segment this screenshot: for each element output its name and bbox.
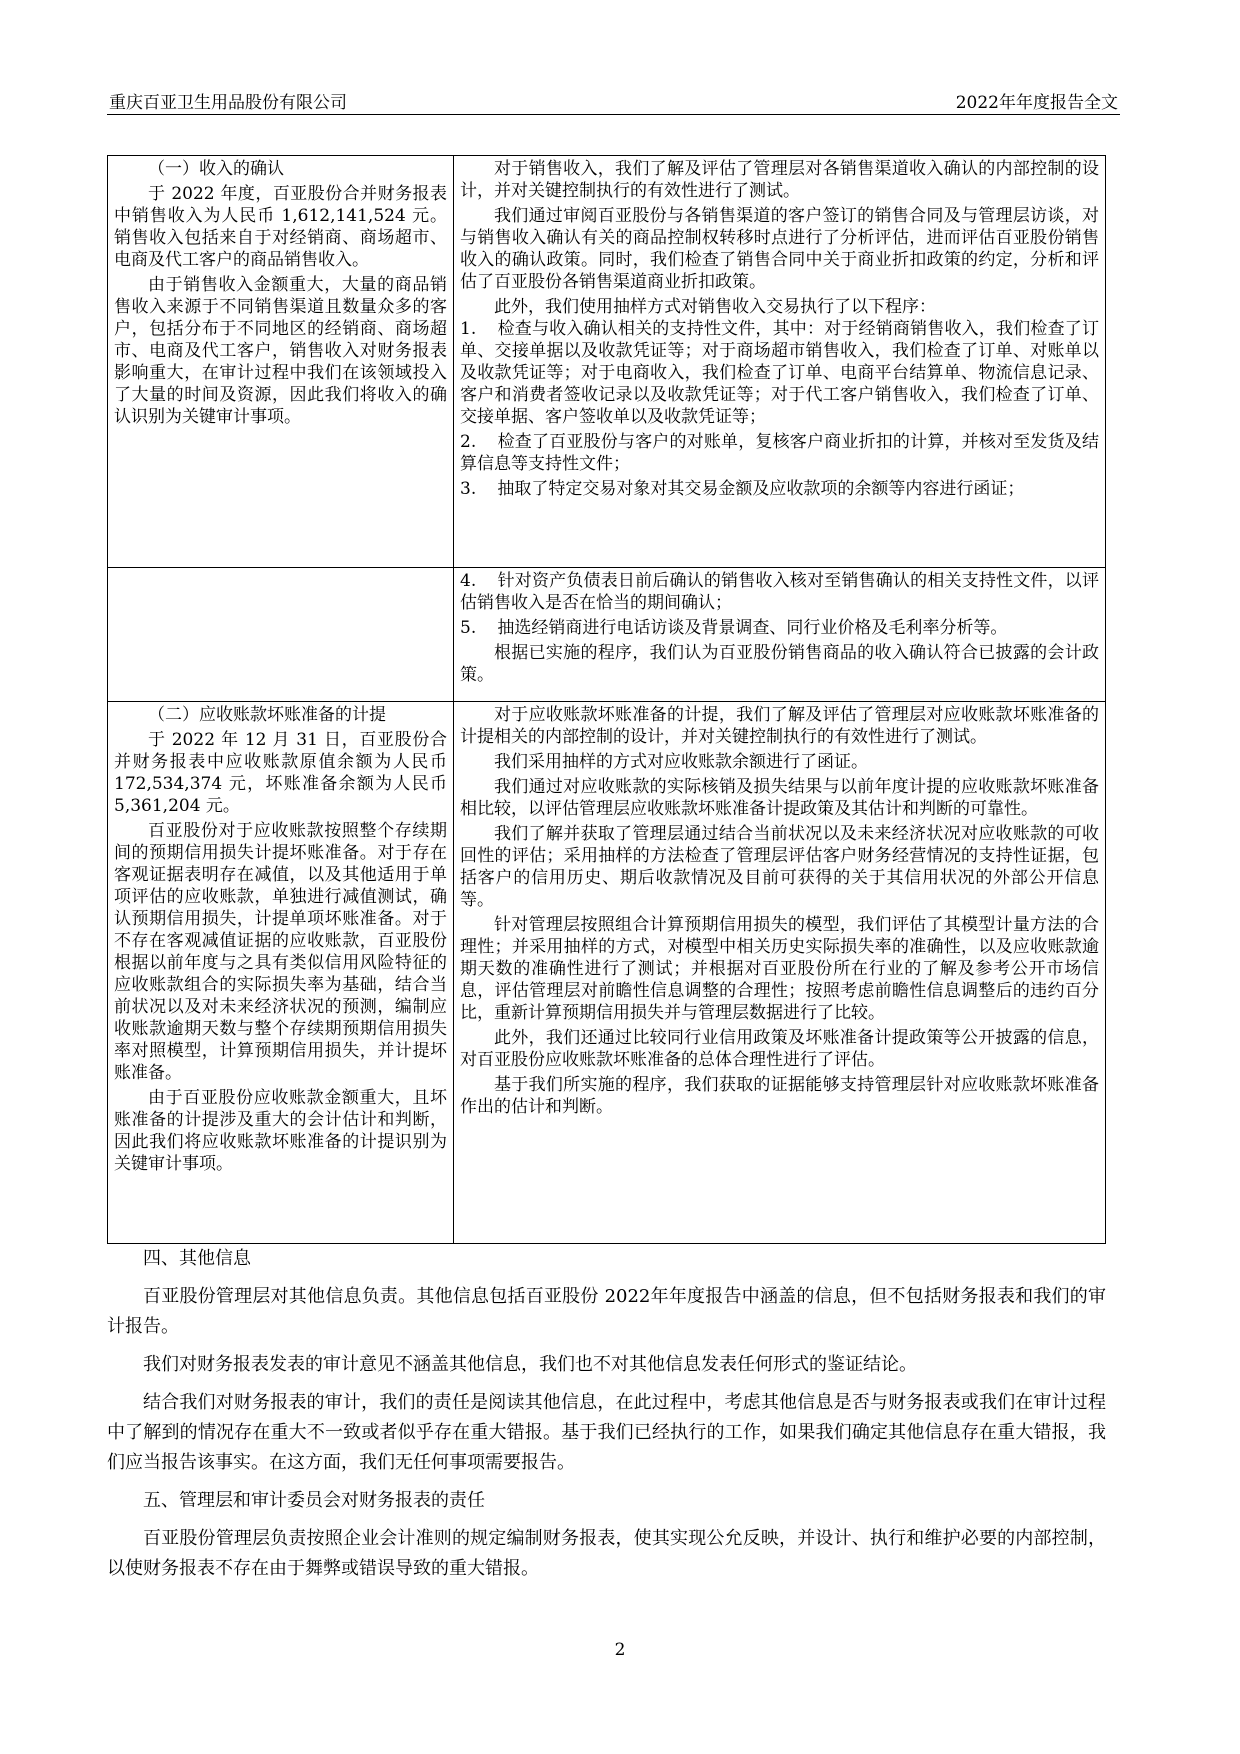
- paragraph: 由于销售收入金额重大，大量的商品销售收入来源于不同销售渠道且数量众多的客户，包括分布于不同地区的经销商、商场超市、电商及代工客户，销售收入对财务报表影响重大，在审计过程中我们在该领域投入了大量的时间及资源，因此我们将收入的确认识别为关键审计事项。: [114, 275, 447, 427]
- response-cell: [454, 702, 1106, 1244]
- matter-cell: [108, 702, 454, 1244]
- item-text: 检查了百亚股份与客户的对账单，复核客户商业折扣的计算，并核对至发货及结算信息等支持性文件；: [460, 432, 1099, 474]
- paragraph: 对于销售收入，我们了解及评估了管理层对各销售渠道收入确认的内部控制的设计，并对关键控制执行的有效性进行了测试。: [460, 159, 1099, 201]
- paragraph: 结合我们对财务报表的审计，我们的责任是阅读其他信息，在此过程中，考虑其他信息是否与财务报表或我们在审计过程中了解到的情况存在重大不一致或者似乎存在重大错报。基于我们已经执行的工作，如果我们确定其他信息存在重大错报，我们应当报告该事实。在这方面，我们无任何事项需要报告。: [107, 1392, 1106, 1473]
- item-number: 4.: [460, 571, 477, 591]
- page-number: 2: [614, 1640, 626, 1660]
- paragraph: 百亚股份对于应收账款按照整个存续期间的预期信用损失计提坏账准备。对于存在客观证据表明存在减值，以及其他适用于单项评估的应收账款，单独进行减值测试，确认预期信用损失，计提单项坏账准备。对于不存在客观减值证据的应收账款，百亚股份根据以前年度与之具有类似信用风险特征的应收账款组合的实际损失率为基础，结合当前状况以及对未来经济状况的预测，编制应收账款逾期天数与整个存续期预期信用损失率对照模型，计算预期信用损失，并计提坏账准备。: [114, 821, 447, 1083]
- paragraph: 我们了解并获取了管理层通过结合当前状况以及未来经济状况对应收账款的可收回性的评估；采用抽样的方法检查了管理层评估客户财务经营情况的支持性证据，包括客户的信用历史、期后收款情况及目前可获得的关于其信用状况的外部公开信息等。: [460, 824, 1099, 910]
- response-cell: [454, 156, 1106, 568]
- item-number: 2.: [460, 432, 477, 452]
- table-row: [108, 156, 1106, 568]
- item-text: 检查与收入确认相关的支持性文件，其中：对于经销商销售收入，我们检查了订单、交接单据以及收款凭证等；对于商场超市销售收入，我们检查了订单、对账单以及收款凭证等；对于电商收入，我们检查了订单、电商平台结算单、物流信息记录、客户和消费者签收记录以及收款凭证等；对于代工客户销售收入，我们检查了订单、交接单据、客户签收单以及收款凭证等；: [460, 319, 1099, 427]
- company-name: 重庆百亚卫生用品股份有限公司: [109, 93, 347, 113]
- paragraph: 对于应收账款坏账准备的计提，我们了解及评估了管理层对应收账款坏账准备的计提相关的内部控制的设计，并对关键控制执行的有效性进行了测试。: [460, 705, 1099, 747]
- paragraph: 于 2022 年 12 月 31 日，百亚股份合并财务报表中应收账款原值余额为人民币 172,534,374 元，坏账准备余额为人民币 5,361,204 元。: [114, 730, 447, 816]
- paragraph: 我们对财务报表发表的审计意见不涵盖其他信息，我们也不对其他信息发表任何形式的鉴证结论。: [143, 1354, 917, 1375]
- paragraph: 百亚股份管理层对其他信息负责。其他信息包括百亚股份 2022年年度报告中涵盖的信息，但不包括财务报表和我们的审计报告。: [107, 1286, 1106, 1337]
- paragraph: 基于我们所实施的程序，我们获取的证据能够支持管理层针对应收账款坏账准备作出的估计和判断。: [460, 1075, 1099, 1117]
- paragraph: 于 2022 年度，百亚股份合并财务报表中销售收入为人民币 1,612,141,524 元。销售收入包括来自于对经销商、商场超市、电商及代工客户的商品销售收入。: [114, 184, 447, 270]
- section-heading: 四、其他信息: [143, 1248, 251, 1269]
- page-header: [107, 86, 1120, 115]
- section-other-information: [107, 1244, 1106, 1592]
- paragraph: 我们通过对应收账款的实际核销及损失结果与以前年度计提的应收账款坏账准备相比较，以评估管理层应收账款坏账准备计提政策及其估计和判断的可靠性。: [460, 777, 1099, 819]
- item-number: 1.: [460, 319, 477, 339]
- list-item: [460, 431, 1099, 475]
- list-item: [460, 617, 1099, 639]
- paragraph: 由于百亚股份应收账款金额重大，且坏账准备的计提涉及重大的会计估计和判断，因此我们将应收账款坏账准备的计提识别为关键审计事项。: [114, 1088, 447, 1174]
- paragraph: 此外，我们使用抽样方式对销售收入交易执行了以下程序：: [494, 297, 936, 317]
- list-item: [460, 318, 1099, 428]
- response-cell: [454, 568, 1106, 702]
- list-item: [460, 478, 1099, 500]
- section-heading: 五、管理层和审计委员会对财务报表的责任: [143, 1490, 485, 1511]
- item-number: 3.: [460, 479, 477, 499]
- paragraph: 根据已实施的程序，我们认为百亚股份销售商品的收入确认符合已披露的会计政策。: [460, 643, 1099, 685]
- item-text: 抽取了特定交易对象对其交易金额及应收款项的余额等内容进行函证；: [497, 479, 1025, 499]
- item-text: 针对资产负债表日前后确认的销售收入核对至销售确认的相关支持性文件，以评估销售收入是否在恰当的期间确认；: [460, 571, 1099, 613]
- list-item: [460, 570, 1099, 614]
- paragraph: 我们通过审阅百亚股份与各销售渠道的客户签订的销售合同及与管理层访谈，对与销售收入确认有关的商品控制权转移时点进行了分析评估，进而评估百亚股份销售收入的确认政策。同时，我们检查了销售合同中关于商业折扣政策的约定，分析和评估了百亚股份各销售渠道商业折扣政策。: [460, 206, 1099, 292]
- paragraph: 此外，我们还通过比较同行业信用政策及坏账准备计提政策等公开披露的信息，对百亚股份应收账款坏账准备的总体合理性进行了评估。: [460, 1028, 1099, 1070]
- document-title: 2022年年度报告全文: [955, 93, 1118, 113]
- paragraph: 我们采用抽样的方式对应收账款余额进行了函证。: [494, 752, 868, 772]
- matter-cell: [108, 568, 454, 702]
- matter-title: （一）收入的确认: [148, 159, 284, 179]
- item-text: 抽选经销商进行电话访谈及背景调查、同行业价格及毛利率分析等。: [497, 618, 1008, 638]
- matter-title: （二）应收账款坏账准备的计提: [148, 705, 386, 725]
- item-number: 5.: [460, 618, 477, 638]
- matter-cell: [108, 156, 454, 568]
- key-audit-matters-table: [107, 155, 1106, 1244]
- paragraph: 百亚股份管理层负责按照企业会计准则的规定编制财务报表，使其实现公允反映，并设计、执行和维护必要的内部控制，以使财务报表不存在由于舞弊或错误导致的重大错报。: [107, 1528, 1106, 1579]
- table-row: [108, 702, 1106, 1244]
- table-row: [108, 568, 1106, 702]
- paragraph: 针对管理层按照组合计算预期信用损失的模型，我们评估了其模型计量方法的合理性；并采用抽样的方式，对模型中相关历史实际损失率的准确性，以及应收账款逾期天数的准确性进行了测试；并根据对百亚股份所在行业的了解及参考公开市场信息，评估管理层对前瞻性信息调整的合理性；按照考虑前瞻性信息调整后的违约百分比，重新计算预期信用损失并与管理层数据进行了比较。: [460, 915, 1099, 1023]
